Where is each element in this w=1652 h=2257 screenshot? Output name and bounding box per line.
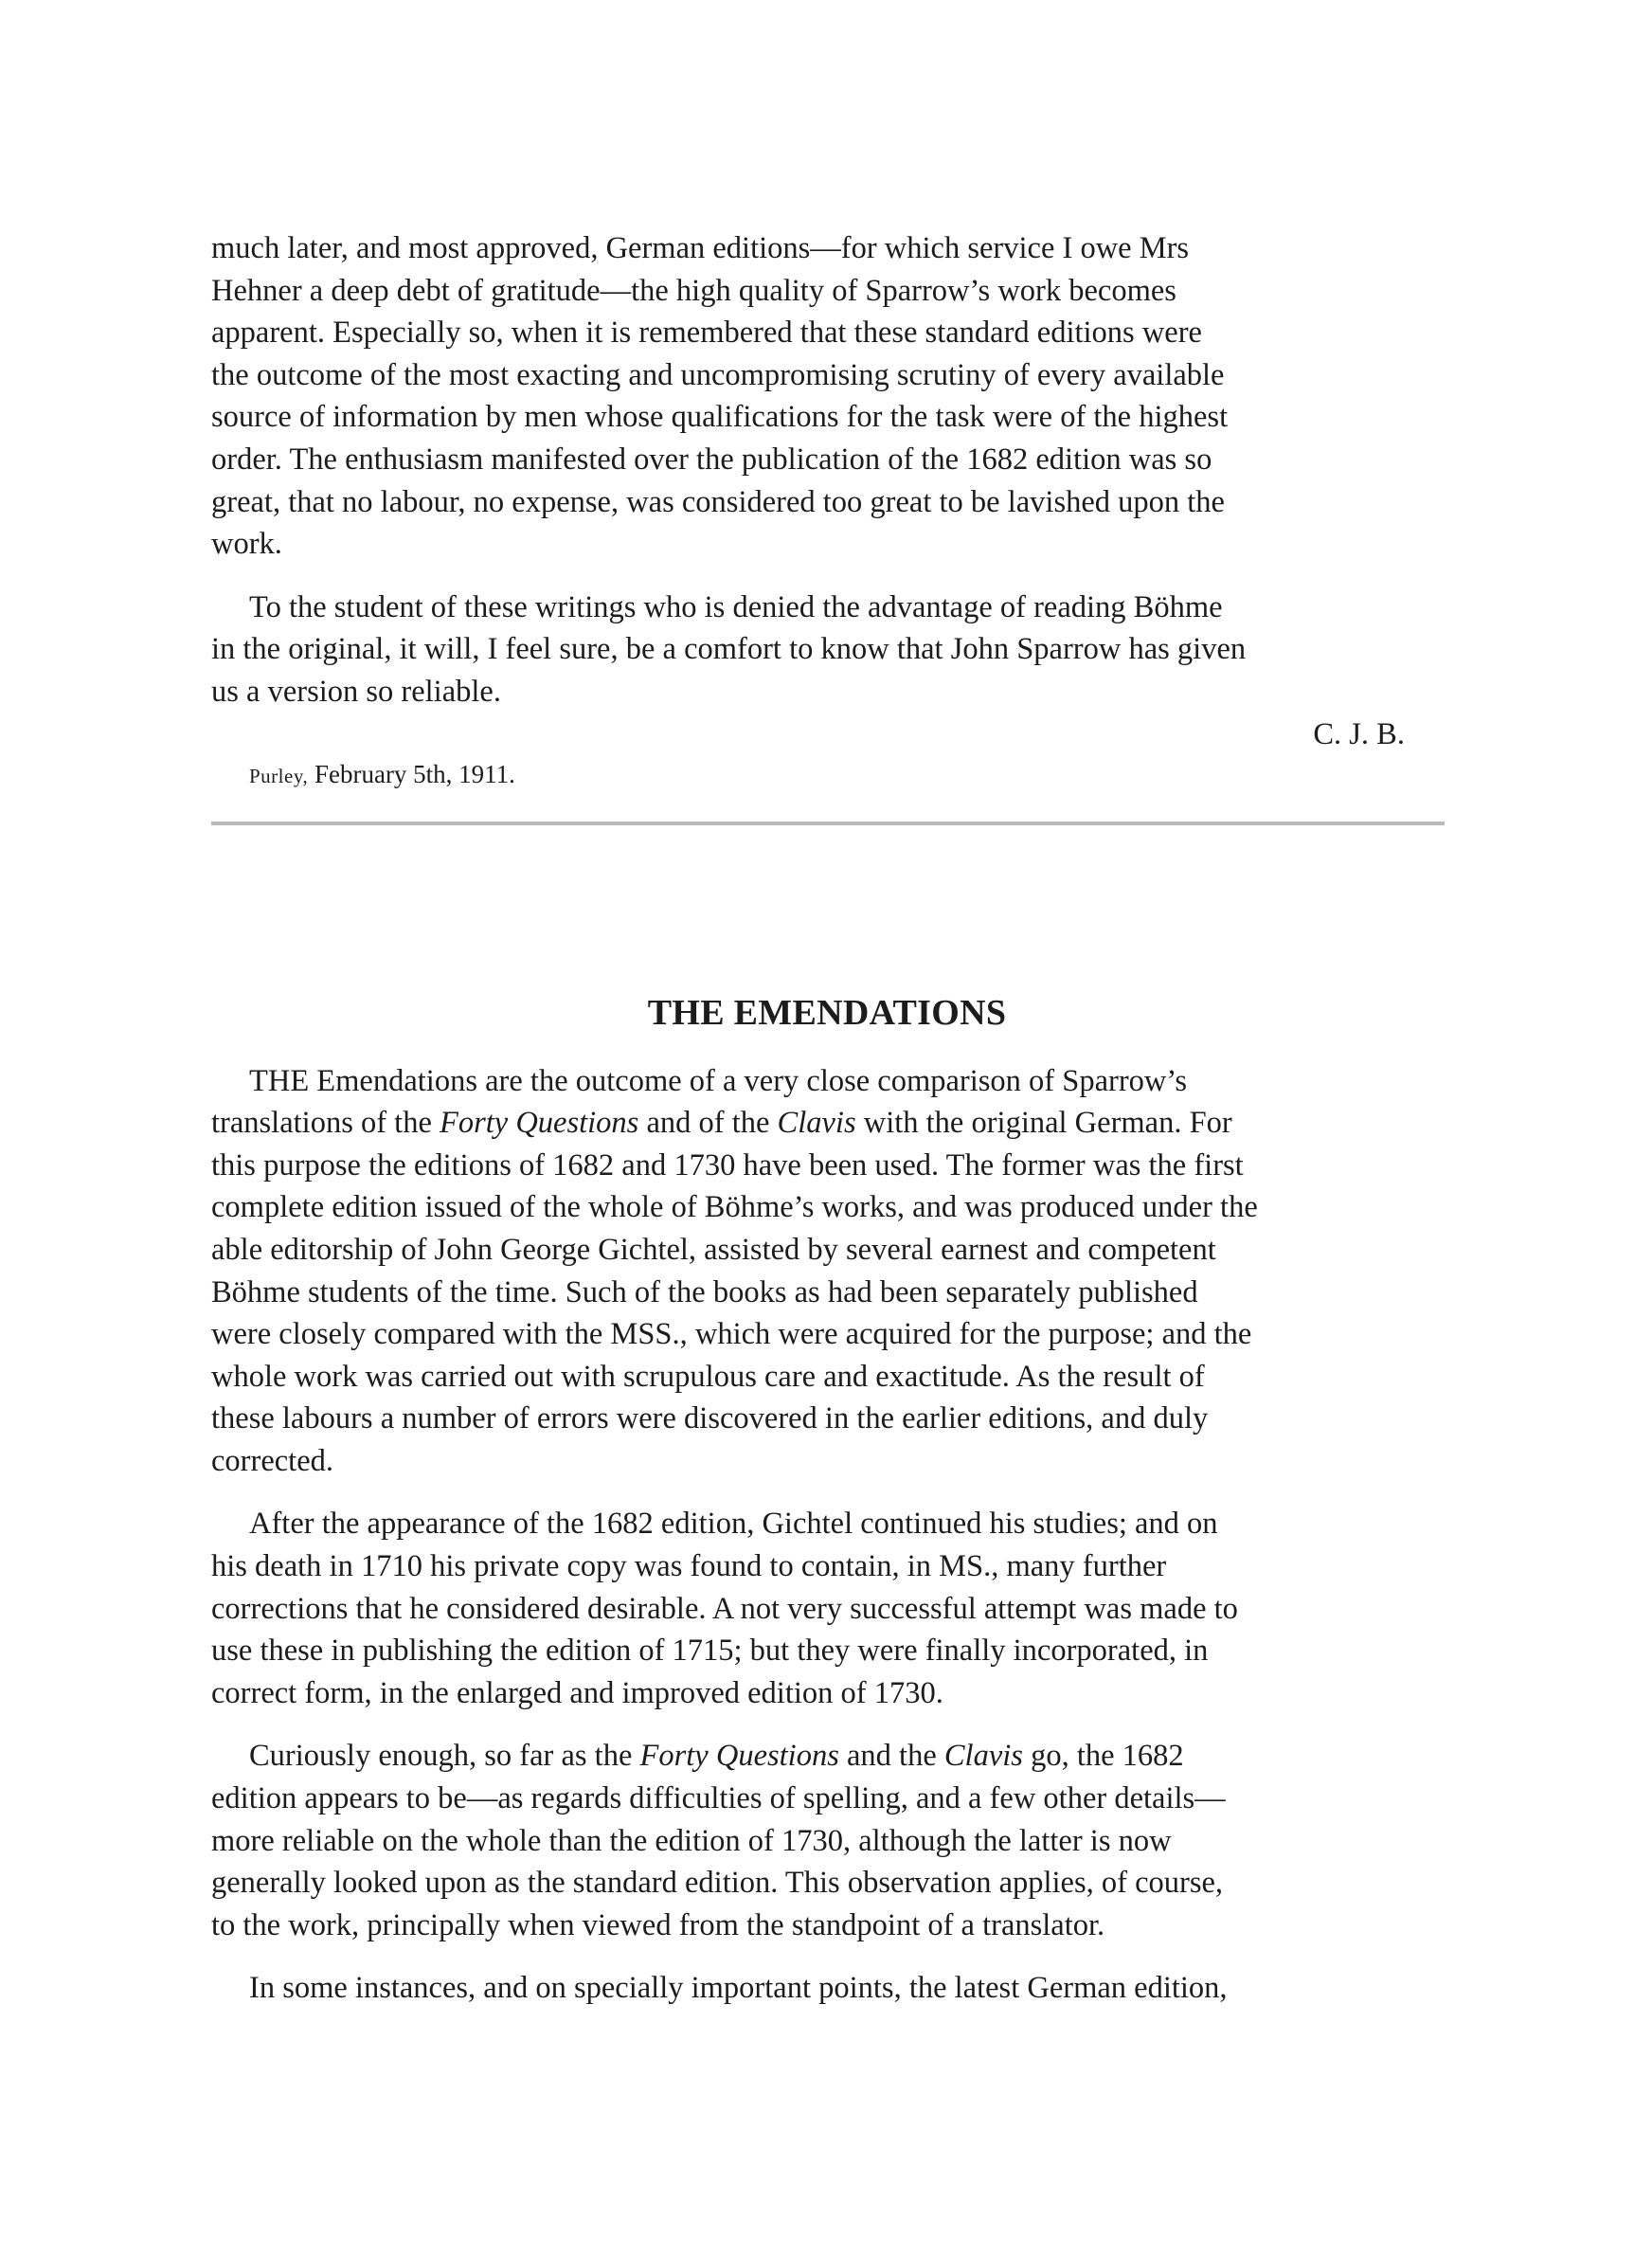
paragraph-german-editions: much later, and most approved, German editions—for which service I owe Mrs Hehner a deep debt of gratitude—the high quality of Sparrow’s work becomes apparent. Especially so, when it is remembered that these standard editions were the outcome of the most exacting and uncompromising scrutiny of every available source of information by men whose qualifications for the task were of the highest order. The enthusiasm manifested over the publication of the 1682 edition was so great, that no labour, no expense, was considered too great to be lavished upon the work.	[211, 231, 1229, 562]
paragraph-some-instances: In some instances, and on specially important points, the latest German edition,	[249, 1971, 1228, 2006]
title-clavis: Clavis	[777, 1106, 856, 1141]
paragraph-student: To the student of these writings who is denied the advantage of reading Böhme in the original, it will, I feel sure, be a comfort to know that John Sparrow has given us a version so reliable.	[211, 589, 1247, 709]
section-heading: THE EMENDATIONS	[647, 992, 1007, 1033]
paragraph-curiously: Curiously enough, so far as the Forty Questions and the Clavis go, the 1682 edition appears to be—as regards difficulties of spelling, and a few other details— more reliable on the whole than the edition of 1730, although the latter is now generally looked upon as the standard edition. This observation applies, of course, to the work, principally when viewed from the standpoint of a translator.	[211, 1739, 1226, 1942]
paragraph-gichtel-studies: After the appearance of the 1682 edition, Gichtel continued his studies; and on his death in 1710 his private copy was found to contain, in MS., many further corrections that he considered desirable. A not very successful attempt was made to use these in publishing the edition of 1715; but they were finally incorporated, in correct form, in the enlarged and improved edition of 1730.	[211, 1507, 1238, 1710]
document-page	[211, 227, 1443, 2010]
place-name: Purley,	[249, 764, 309, 787]
section-divider	[211, 822, 1445, 825]
title-forty-questions: Forty Questions	[440, 1106, 639, 1141]
title-clavis: Clavis	[943, 1739, 1023, 1774]
place-date-line	[249, 755, 1443, 793]
signature-initials: C. J. B.	[1313, 716, 1405, 751]
title-forty-questions: Forty Questions	[639, 1739, 839, 1774]
date: February 5th, 1911.	[314, 759, 515, 788]
paragraph-emendations-intro: THE Emendations are the outcome of a very close comparison of Sparrow’s translations of the Forty Questions and of the Clavis with the original German. For this purpose the editions of 1682 and 1730 have been used. The former was the first complete edition issued of the whole of Böhme’s works, and was produced under the able editorship of John George Gichtel, assisted by several earnest and competent Böhme students of the time. Such of the books as had been separately published were closely compared with the MSS., which were acquired for the purpose; and the whole work was carried out with scrupulous care and exactitude. As the result of these labours a number of errors were discovered in the earlier editions, and duly corrected.	[211, 1063, 1258, 1478]
